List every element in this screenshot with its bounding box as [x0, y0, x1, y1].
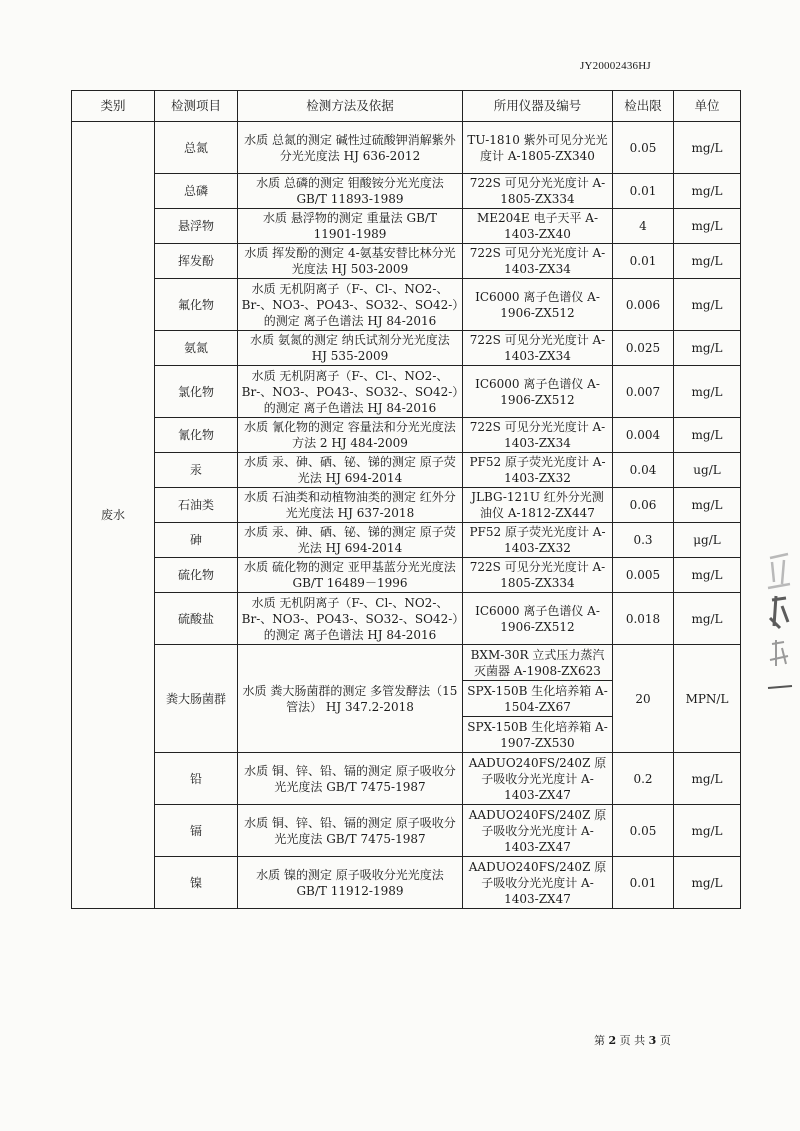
instrument-cell: ME204E 电子天平 A-1403-ZX40 — [463, 209, 613, 244]
footer-total-pages: 3 — [648, 1034, 657, 1047]
unit-cell: mg/L — [674, 418, 741, 453]
item-cell: 悬浮物 — [155, 209, 238, 244]
instrument-cell: AADUO240FS/240Z 原子吸收分光光度计 A-1403-ZX47 — [463, 857, 613, 909]
limit-cell: 0.06 — [613, 488, 674, 523]
table-row — [72, 174, 741, 209]
instrument-cell: PF52 原子荧光光度计 A-1403-ZX32 — [463, 523, 613, 558]
footer-prefix: 第 — [594, 1034, 605, 1047]
detection-table — [71, 90, 741, 909]
unit-cell: mg/L — [674, 122, 741, 174]
instrument-cell: 722S 可见分光光度计 A-1805-ZX334 — [463, 174, 613, 209]
method-cell: 水质 铜、锌、铅、镉的测定 原子吸收分光光度法 GB/T 7475-1987 — [238, 805, 463, 857]
header-unit: 单位 — [674, 91, 741, 122]
instrument-cell: IC6000 离子色谱仪 A-1906-ZX512 — [463, 593, 613, 645]
limit-cell: 0.01 — [613, 244, 674, 279]
unit-cell: mg/L — [674, 244, 741, 279]
header-category: 类别 — [72, 91, 155, 122]
instrument-cell: BXM-30R 立式压力蒸汽灭菌器 A-1908-ZX623 — [463, 645, 613, 681]
table-row — [72, 209, 741, 244]
limit-cell: 0.004 — [613, 418, 674, 453]
item-cell: 总氮 — [155, 122, 238, 174]
unit-cell: ug/L — [674, 453, 741, 488]
method-cell: 水质 粪大肠菌群的测定 多管发酵法（15 管法） HJ 347.2-2018 — [238, 645, 463, 753]
header-method: 检测方法及依据 — [238, 91, 463, 122]
method-cell: 水质 无机阴离子（F-、Cl-、NO2-、Br-、NO3-、PO43-、SO32-、SO42-）的测定 离子色谱法 HJ 84-2016 — [238, 593, 463, 645]
table-row — [72, 122, 741, 174]
instrument-cell: JLBG-121U 红外分光测油仪 A-1812-ZX447 — [463, 488, 613, 523]
instrument-cell: AADUO240FS/240Z 原子吸收分光光度计 A-1403-ZX47 — [463, 753, 613, 805]
category-cell: 废水 — [72, 122, 155, 909]
page-footer — [594, 1032, 671, 1048]
limit-cell: 0.2 — [613, 753, 674, 805]
table-row — [72, 805, 741, 857]
limit-cell: 0.01 — [613, 174, 674, 209]
unit-cell: mg/L — [674, 209, 741, 244]
limit-cell: 0.05 — [613, 122, 674, 174]
limit-cell: 0.018 — [613, 593, 674, 645]
unit-cell: mg/L — [674, 558, 741, 593]
unit-cell: mg/L — [674, 593, 741, 645]
instrument-cell: TU-1810 紫外可见分光光度计 A-1805-ZX340 — [463, 122, 613, 174]
table-row — [72, 558, 741, 593]
table-row — [72, 645, 741, 681]
method-cell: 水质 石油类和动植物油类的测定 红外分光光度法 HJ 637-2018 — [238, 488, 463, 523]
item-cell: 氨氮 — [155, 331, 238, 366]
table-body — [72, 122, 741, 909]
instrument-cell: SPX-150B 生化培养箱 A-1504-ZX67 — [463, 681, 613, 717]
item-cell: 硫化物 — [155, 558, 238, 593]
table-row — [72, 857, 741, 909]
limit-cell: 20 — [613, 645, 674, 753]
method-cell: 水质 氰化物的测定 容量法和分光光度法 方法 2 HJ 484-2009 — [238, 418, 463, 453]
limit-cell: 0.025 — [613, 331, 674, 366]
footer-middle: 页 共 — [619, 1034, 646, 1047]
limit-cell: 0.005 — [613, 558, 674, 593]
method-cell: 水质 汞、砷、硒、铋、锑的测定 原子荧光法 HJ 694-2014 — [238, 453, 463, 488]
item-cell: 氟化物 — [155, 279, 238, 331]
instrument-cell: IC6000 离子色谱仪 A-1906-ZX512 — [463, 366, 613, 418]
footer-page-number: 2 — [608, 1034, 617, 1047]
limit-cell: 0.007 — [613, 366, 674, 418]
header-limit: 检出限 — [613, 91, 674, 122]
method-cell: 水质 硫化物的测定 亚甲基蓝分光光度法 GB/T 16489－1996 — [238, 558, 463, 593]
method-cell: 水质 镍的测定 原子吸收分光光度法 GB/T 11912-1989 — [238, 857, 463, 909]
item-cell: 砷 — [155, 523, 238, 558]
method-cell: 水质 总磷的测定 钼酸铵分光光度法 GB/T 11893-1989 — [238, 174, 463, 209]
table-row — [72, 523, 741, 558]
table-row — [72, 279, 741, 331]
table-row — [72, 418, 741, 453]
method-cell: 水质 无机阴离子（F-、Cl-、NO2-、Br-、NO3-、PO43-、SO32-、SO42-）的测定 离子色谱法 HJ 84-2016 — [238, 279, 463, 331]
seal-fragment-icon — [762, 548, 798, 708]
item-cell: 铅 — [155, 753, 238, 805]
item-cell: 石油类 — [155, 488, 238, 523]
unit-cell: mg/L — [674, 279, 741, 331]
limit-cell: 0.006 — [613, 279, 674, 331]
instrument-cell: 722S 可见分光光度计 A-1403-ZX34 — [463, 244, 613, 279]
method-cell: 水质 总氮的测定 碱性过硫酸钾消解紫外分光光度法 HJ 636-2012 — [238, 122, 463, 174]
limit-cell: 0.3 — [613, 523, 674, 558]
footer-suffix: 页 — [659, 1034, 671, 1047]
method-cell: 水质 氨氮的测定 纳氏试剂分光光度法 HJ 535-2009 — [238, 331, 463, 366]
unit-cell: mg/L — [674, 331, 741, 366]
unit-cell: mg/L — [674, 488, 741, 523]
item-cell: 氰化物 — [155, 418, 238, 453]
table-header-row — [72, 91, 741, 122]
item-cell: 镉 — [155, 805, 238, 857]
instrument-cell: PF52 原子荧光光度计 A-1403-ZX32 — [463, 453, 613, 488]
method-cell: 水质 铜、锌、铅、镉的测定 原子吸收分光光度法 GB/T 7475-1987 — [238, 753, 463, 805]
table-row — [72, 593, 741, 645]
unit-cell: μg/L — [674, 523, 741, 558]
method-cell: 水质 挥发酚的测定 4-氨基安替比林分光光度法 HJ 503-2009 — [238, 244, 463, 279]
item-cell: 氯化物 — [155, 366, 238, 418]
instrument-cell: IC6000 离子色谱仪 A-1906-ZX512 — [463, 279, 613, 331]
limit-cell: 0.05 — [613, 805, 674, 857]
method-cell: 水质 悬浮物的测定 重量法 GB/T 11901-1989 — [238, 209, 463, 244]
instrument-cell: 722S 可见分光光度计 A-1805-ZX334 — [463, 558, 613, 593]
instrument-cell: SPX-150B 生化培养箱 A-1907-ZX530 — [463, 717, 613, 753]
method-cell: 水质 汞、砷、硒、铋、锑的测定 原子荧光法 HJ 694-2014 — [238, 523, 463, 558]
header-item: 检测项目 — [155, 91, 238, 122]
table-row — [72, 453, 741, 488]
limit-cell: 0.04 — [613, 453, 674, 488]
method-cell: 水质 无机阴离子（F-、Cl-、NO2-、Br-、NO3-、PO43-、SO32-、SO42-）的测定 离子色谱法 HJ 84-2016 — [238, 366, 463, 418]
table-row — [72, 753, 741, 805]
instrument-cell: 722S 可见分光光度计 A-1403-ZX34 — [463, 418, 613, 453]
item-cell: 汞 — [155, 453, 238, 488]
item-cell: 硫酸盐 — [155, 593, 238, 645]
item-cell: 总磷 — [155, 174, 238, 209]
report-number: JY20002436HJ — [580, 60, 651, 72]
unit-cell: mg/L — [674, 805, 741, 857]
unit-cell: MPN/L — [674, 645, 741, 753]
unit-cell: mg/L — [674, 174, 741, 209]
table-row — [72, 244, 741, 279]
limit-cell: 0.01 — [613, 857, 674, 909]
instrument-cell: 722S 可见分光光度计 A-1403-ZX34 — [463, 331, 613, 366]
item-cell: 镍 — [155, 857, 238, 909]
header-instrument: 所用仪器及编号 — [463, 91, 613, 122]
item-cell: 挥发酚 — [155, 244, 238, 279]
unit-cell: mg/L — [674, 753, 741, 805]
table-row — [72, 488, 741, 523]
item-cell: 粪大肠菌群 — [155, 645, 238, 753]
unit-cell: mg/L — [674, 366, 741, 418]
instrument-cell: AADUO240FS/240Z 原子吸收分光光度计 A-1403-ZX47 — [463, 805, 613, 857]
limit-cell: 4 — [613, 209, 674, 244]
table-row — [72, 331, 741, 366]
table-row — [72, 366, 741, 418]
unit-cell: mg/L — [674, 857, 741, 909]
